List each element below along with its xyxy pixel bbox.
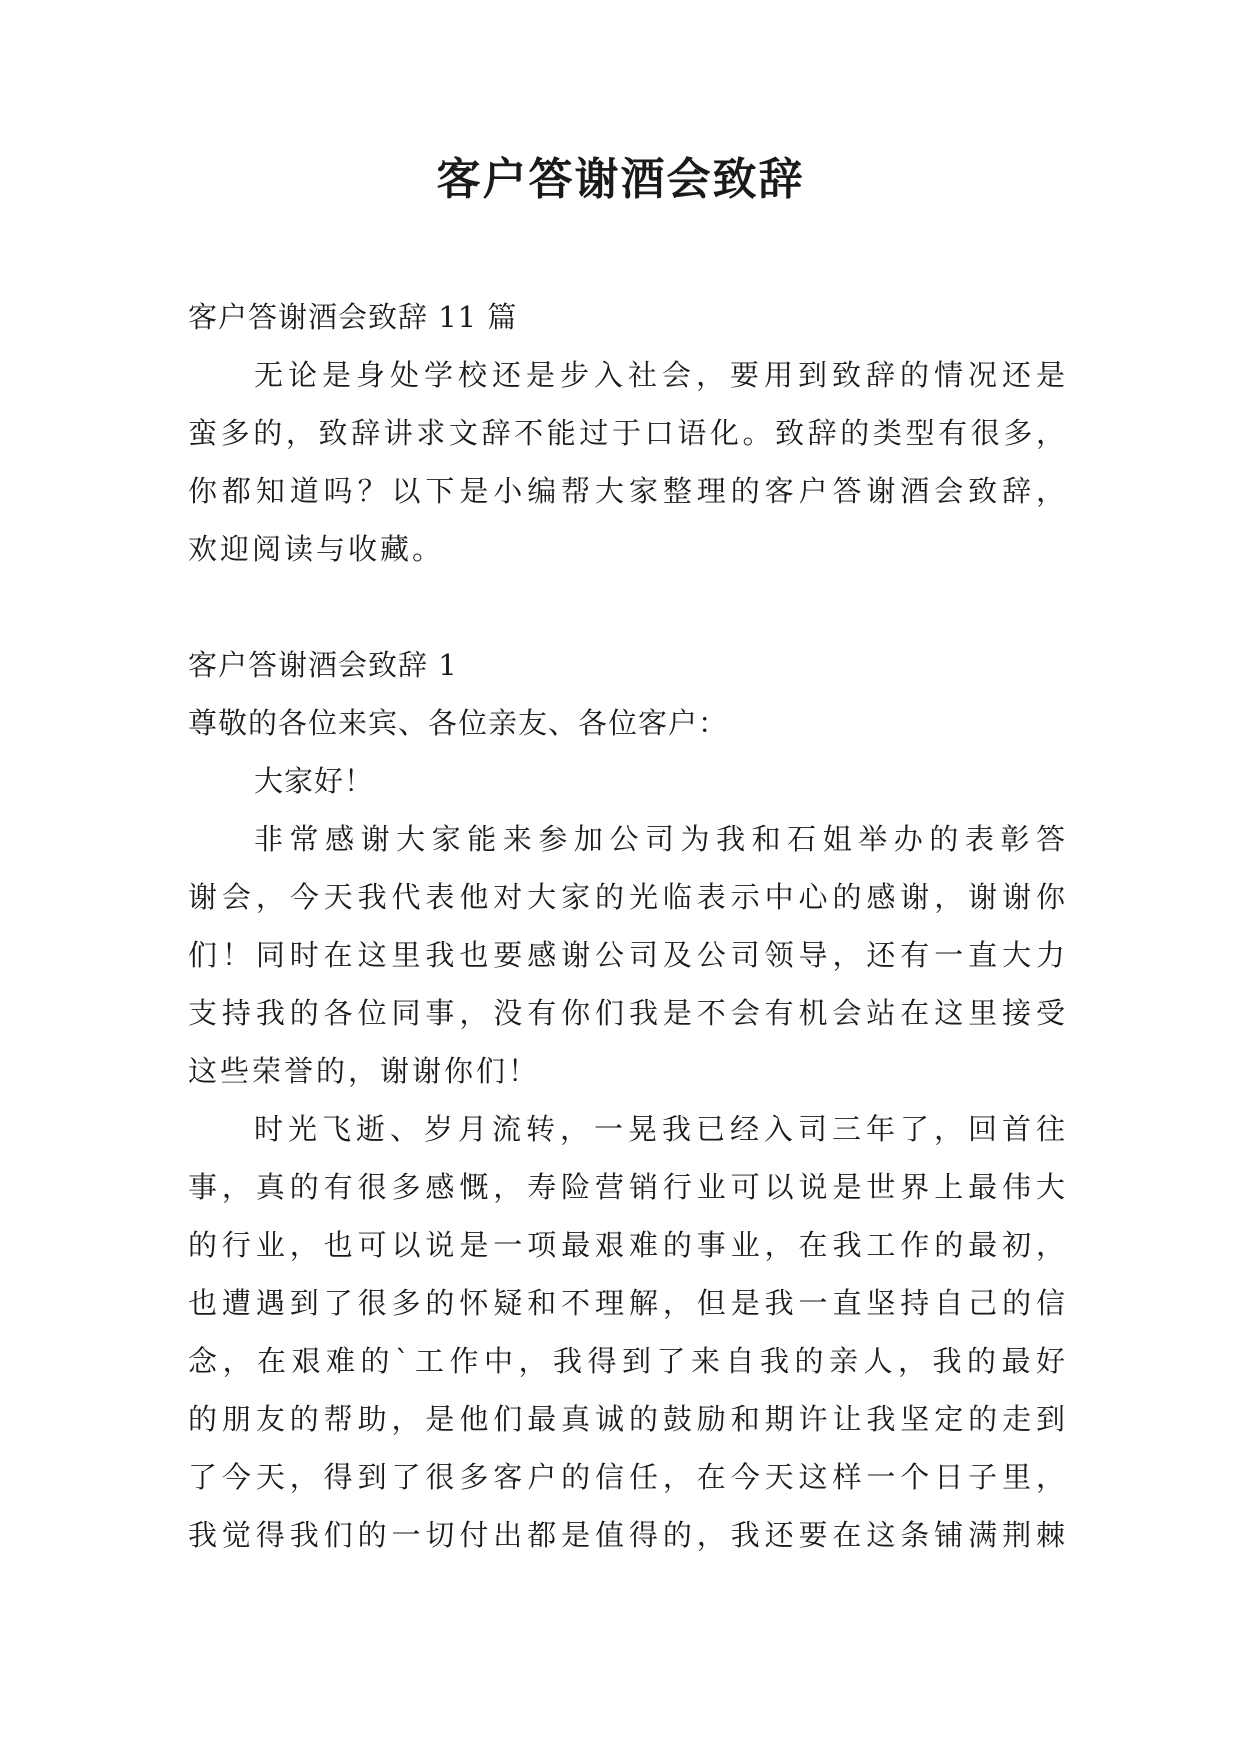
paragraph2-line: 事，真的有很多感慨，寿险营销行业可以说是世界上最伟大 [188, 1170, 1068, 1204]
paragraph1-line: 们！同时在这里我也要感谢公司及公司领导，还有一直大力 [188, 938, 1068, 972]
paragraph2-line: 的行业，也可以说是一项最艰难的事业，在我工作的最初， [188, 1228, 1068, 1262]
paragraph1-line: 这些荣誉的，谢谢你们！ [188, 1054, 541, 1088]
paragraph2-line: 念，在艰难的`工作中，我得到了来自我的亲人，我的最好 [188, 1344, 1068, 1378]
salutation: 尊敬的各位来宾、各位亲友、各位客户： [188, 706, 729, 740]
intro-line: 你都知道吗？以下是小编帮大家整理的客户答谢酒会致辞， [188, 474, 1068, 508]
paragraph1-line: 非常感谢大家能来参加公司为我和石姐举办的表彰答 [254, 822, 1068, 856]
section-heading: 客户答谢酒会致辞 1 [188, 648, 458, 682]
paragraph2-line: 也遭遇到了很多的怀疑和不理解，但是我一直坚持自己的信 [188, 1286, 1068, 1320]
intro-line: 无论是身处学校还是步入社会，要用到致辞的情况还是 [254, 358, 1068, 392]
paragraph-gap [188, 578, 1068, 636]
paragraph1-line: 支持我的各位同事，没有你们我是不会有机会站在这里接受 [188, 996, 1068, 1030]
paragraph2-line: 时光飞逝、岁月流转，一晃我已经入司三年了，回首往 [254, 1112, 1068, 1146]
document-subtitle: 客户答谢酒会致辞 11 篇 [188, 300, 518, 334]
intro-line: 蛮多的，致辞讲求文辞不能过于口语化。致辞的类型有很多， [188, 416, 1068, 450]
paragraph1-line: 谢会，今天我代表他对大家的光临表示中心的感谢，谢谢你 [188, 880, 1068, 914]
document-title: 客户答谢酒会致辞 [436, 154, 805, 205]
paragraph2-line: 我觉得我们的一切付出都是值得的，我还要在这条铺满荆棘 [188, 1518, 1068, 1552]
paragraph2-line: 的朋友的帮助，是他们最真诚的鼓励和期许让我坚定的走到 [188, 1402, 1068, 1436]
intro-line: 欢迎阅读与收藏。 [188, 532, 445, 566]
paragraph2-line: 了今天，得到了很多客户的信任，在今天这样一个日子里， [188, 1460, 1068, 1494]
document-body [188, 288, 1068, 1564]
greeting: 大家好！ [254, 764, 375, 798]
